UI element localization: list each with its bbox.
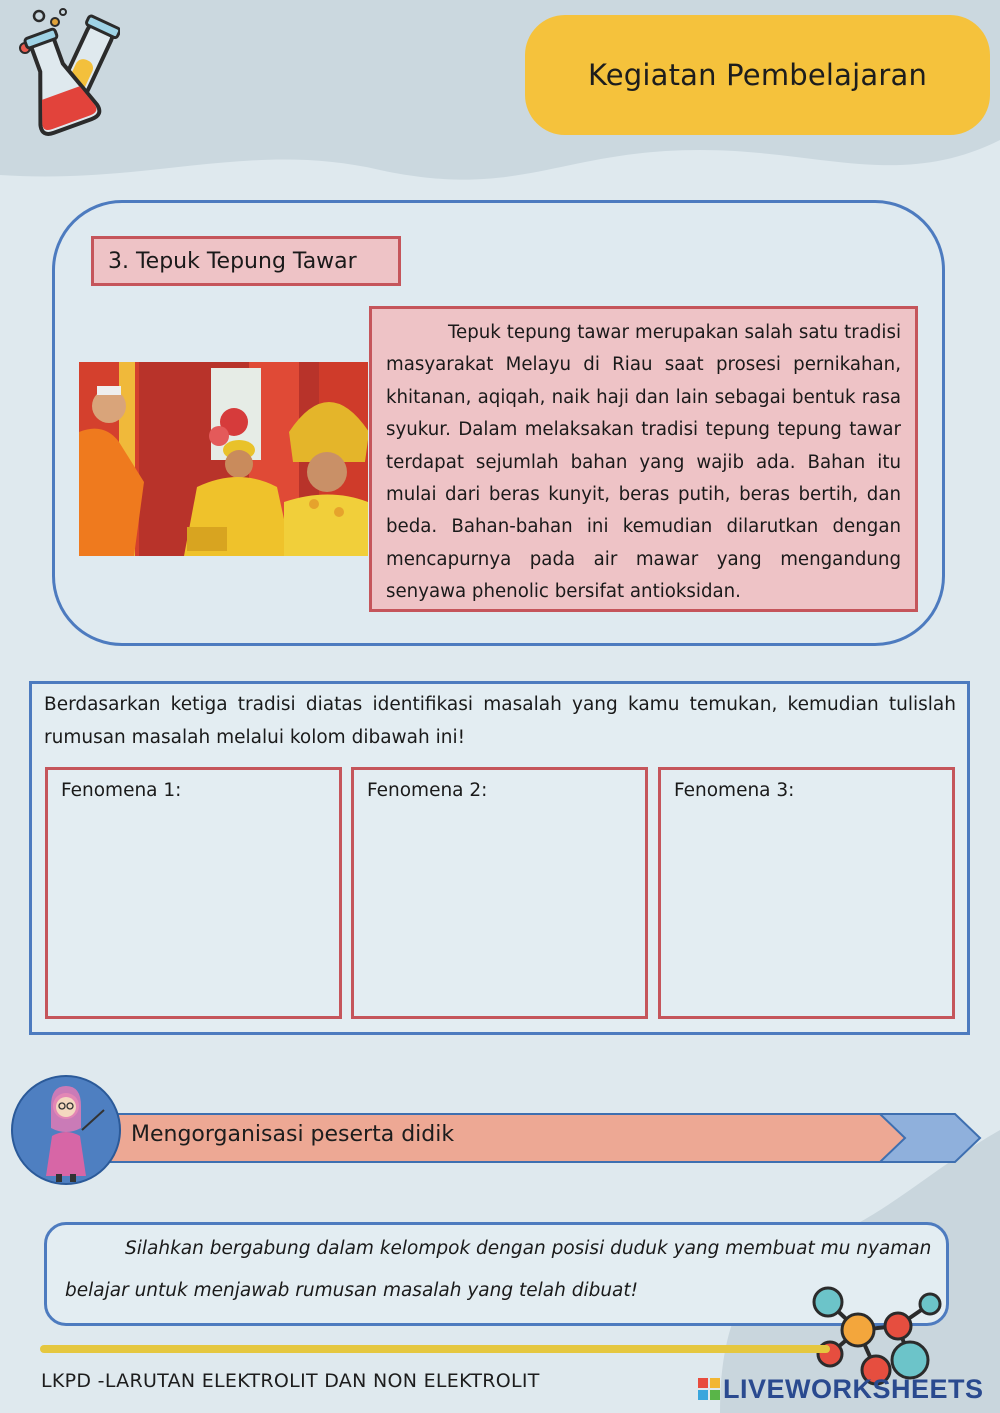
step-title: Mengorganisasi peserta didik [131, 1122, 455, 1147]
note-line-1: Silahkan bergabung dalam kelompok dengan posisi duduk yang membuat mu nyaman [125, 1238, 932, 1259]
phenomenon-box-3[interactable] [658, 767, 955, 1019]
title-banner [525, 15, 990, 135]
description-text: Tepuk tepung tawar merupakan salah satu tradisi masyarakat Melayu di Riau saat prosesi pernikahan, khitanan, aqiqah, naik haji dan lain sebagai bentuk rasa syukur. Dalam melaksakan tradisi tepung tepung tawar terdapat sejumlah bahan yang wajib ada. Bahan itu mulai dari beras kunyit, beras putih, beras bertih, dan beda. Bahan-bahan ini kemudian dilarutkan dengan mencapurnya pada air mawar yang mengandung senyawa phenolic bersifat antioksidan. [386, 322, 901, 603]
ceremony-photo [79, 362, 368, 556]
task-instruction: Berdasarkan ketiga tradisi diatas identifikasi masalah yang kamu temukan, kemudian tulislah rumusan masalah melalui kolom dibawah ini! [44, 694, 956, 748]
description-box [369, 306, 918, 612]
test-tubes-icon [15, 8, 120, 148]
section-label [91, 236, 401, 286]
phenomenon-label-3: Fenomena 3: [674, 780, 795, 801]
phenomenon-box-1[interactable] [45, 767, 342, 1019]
footer-divider [40, 1345, 830, 1353]
page-title: Kegiatan Pembelajaran [587, 58, 928, 92]
brand-badge-icon [698, 1378, 720, 1400]
footer-text: LKPD -LARUTAN ELEKTROLIT DAN NON ELEKTROLIT [41, 1370, 540, 1392]
phenomenon-label-2: Fenomena 2: [367, 780, 488, 801]
phenomenon-box-2[interactable] [351, 767, 648, 1019]
section-title: 3. Tepuk Tepung Tawar [108, 248, 357, 274]
brand-name: LIVEWORKSHEETS [723, 1374, 984, 1404]
phenomenon-label-1: Fenomena 1: [61, 780, 182, 801]
note-line-2: belajar untuk menjawab rumusan masalah yang telah dibuat! [65, 1280, 639, 1301]
brand-logo [698, 1374, 984, 1405]
